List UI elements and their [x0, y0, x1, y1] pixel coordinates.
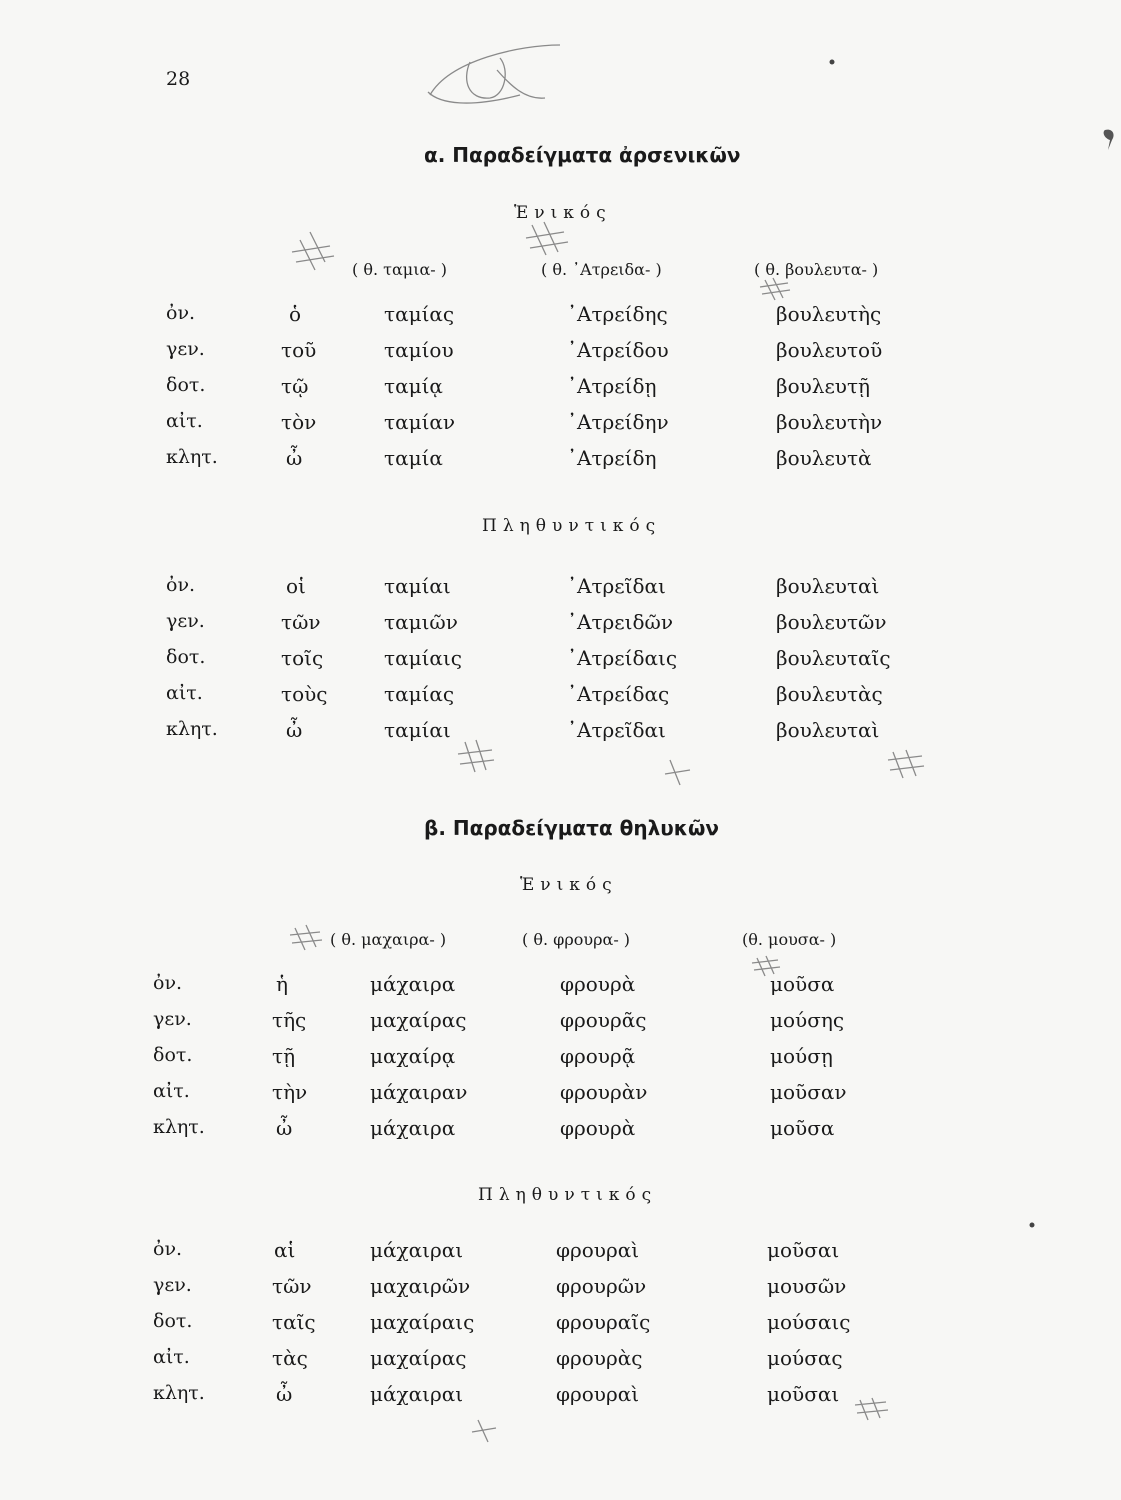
word-form: βουλευτῶν	[776, 610, 887, 634]
word-form: μάχαιρα	[370, 1116, 456, 1140]
section-a-singular-label: Ἑνικός	[514, 203, 612, 223]
word-form: βουλευταὶ	[776, 718, 880, 742]
word-form: φρουρᾷ	[560, 1044, 636, 1068]
word-form: βουλευτοῦ	[776, 338, 883, 362]
section-b-title: β. Παραδείγματα θηλυκῶν	[424, 816, 719, 840]
case-label: γεν.	[153, 1008, 192, 1030]
word-form: μάχαιραι	[370, 1382, 464, 1406]
word-form: μαχαίραις	[370, 1310, 475, 1334]
word-form: ταμίαν	[384, 410, 456, 434]
case-label: γεν.	[153, 1274, 192, 1296]
hash-mark	[458, 740, 494, 772]
case-label: ὀν.	[166, 302, 196, 324]
article: οἱ	[286, 574, 306, 598]
case-label: δοτ.	[166, 374, 206, 396]
article: τοῖς	[281, 646, 324, 670]
section-b-singular-label: Ἑνικός	[520, 875, 618, 895]
word-form: μούσῃ	[770, 1044, 833, 1068]
word-form: ταμίαις	[384, 646, 462, 670]
word-form: βουλευτῇ	[776, 374, 871, 398]
article: αἱ	[274, 1238, 296, 1262]
word-form: μοῦσαι	[767, 1238, 840, 1262]
case-label: ὀν.	[166, 574, 196, 596]
word-form: μάχαιρα	[370, 972, 456, 996]
word-form: φρουρὰν	[560, 1080, 648, 1104]
section-a-title: α. Παραδείγματα ἀρσενικῶν	[424, 143, 741, 167]
word-form: φρουρᾶς	[560, 1008, 647, 1032]
word-form: ᾿Ατρείδου	[567, 338, 669, 362]
word-form: φρουραὶ	[556, 1382, 640, 1406]
word-form: βουλευτὴς	[776, 302, 882, 326]
word-form: φρουρὰ	[560, 972, 636, 996]
word-form: ταμίου	[384, 338, 454, 362]
theme-label: ( θ. ταμια- )	[352, 260, 447, 279]
theme-label: ( θ. μαχαιρα- )	[330, 930, 447, 949]
case-label: ὀν.	[153, 972, 183, 994]
word-form: ᾿Ατρείδαις	[567, 646, 678, 670]
case-label: γεν.	[166, 338, 205, 360]
case-label: δοτ.	[166, 646, 206, 668]
word-form: ταμίαι	[384, 574, 451, 598]
case-label: αἰτ.	[153, 1346, 190, 1368]
word-form: βουλευτὰ	[776, 446, 872, 470]
word-form: ᾿Ατρείδας	[567, 682, 670, 706]
article: ἡ	[276, 972, 288, 996]
hash-mark	[290, 925, 322, 950]
word-form: φρουρῶν	[556, 1274, 647, 1298]
word-form: μάχαιραν	[370, 1080, 468, 1104]
word-form: μαχαίρᾳ	[370, 1044, 456, 1068]
article: τὴν	[272, 1080, 308, 1104]
article: τῶν	[281, 610, 321, 634]
case-label: ὀν.	[153, 1238, 183, 1260]
word-form: μούσας	[767, 1346, 843, 1370]
case-label: αἰτ.	[166, 410, 203, 432]
page-number: 28	[166, 68, 191, 90]
word-form: μαχαίρας	[370, 1008, 467, 1032]
word-form: μοῦσαι	[767, 1382, 840, 1406]
article: ταῖς	[272, 1310, 316, 1334]
word-form: ᾿Ατρείδης	[567, 302, 668, 326]
word-form: μουσῶν	[767, 1274, 847, 1298]
article: ὦ	[276, 1382, 293, 1406]
word-form: μαχαιρῶν	[370, 1274, 471, 1298]
word-form: ταμίας	[384, 682, 455, 706]
theme-label: ( θ. φρουρα- )	[522, 930, 631, 949]
case-label: δοτ.	[153, 1044, 193, 1066]
word-form: φρουραὶ	[556, 1238, 640, 1262]
word-form: ταμία	[384, 446, 443, 470]
case-label: κλητ.	[153, 1116, 205, 1138]
hash-mark	[665, 760, 690, 785]
case-label: δοτ.	[153, 1310, 193, 1332]
word-form: ᾿Ατρεῖδαι	[567, 718, 666, 742]
theme-label: ( θ. ᾿Ατρειδα- )	[541, 260, 662, 279]
section-a-plural-label: Πληθυντικός	[482, 516, 662, 536]
article: τοὺς	[281, 682, 328, 706]
case-label: κλητ.	[153, 1382, 205, 1404]
word-form: ταμίᾳ	[384, 374, 443, 398]
hash-mark	[472, 1420, 496, 1442]
word-form: βουλευταῖς	[776, 646, 891, 670]
case-label: κλητ.	[166, 718, 218, 740]
theme-label: (θ. μουσα- )	[742, 930, 837, 949]
article: τῶν	[272, 1274, 312, 1298]
word-form: μάχαιραι	[370, 1238, 464, 1262]
article: τὸν	[281, 410, 317, 434]
word-form: ᾿Ατρείδην	[567, 410, 669, 434]
word-form: ᾿Ατρεῖδαι	[567, 574, 666, 598]
case-label: αἰτ.	[153, 1080, 190, 1102]
word-form: μοῦσα	[770, 972, 835, 996]
article: τοῦ	[281, 338, 317, 362]
word-form: μαχαίρας	[370, 1346, 467, 1370]
word-form: μοῦσα	[770, 1116, 835, 1140]
article: ὦ	[286, 718, 303, 742]
word-form: φρουραῖς	[556, 1310, 651, 1334]
word-form: ταμίας	[384, 302, 455, 326]
article: τῇ	[272, 1044, 296, 1068]
hash-mark	[292, 232, 334, 270]
case-label: αἰτ.	[166, 682, 203, 704]
hash-mark	[760, 278, 790, 300]
article: τὰς	[272, 1346, 308, 1370]
article: ὦ	[276, 1116, 293, 1140]
word-form: μούσαις	[767, 1310, 851, 1334]
signature-scribble	[428, 45, 560, 103]
word-form: ταμιῶν	[384, 610, 458, 634]
word-form: βουλευτὰς	[776, 682, 883, 706]
word-form: φρουρὰς	[556, 1346, 643, 1370]
word-form: βουλευτὴν	[776, 410, 883, 434]
section-b-plural-label: Πληθυντικός	[478, 1185, 658, 1205]
case-label: κλητ.	[166, 446, 218, 468]
hash-mark	[888, 750, 924, 778]
margin-smudge	[1104, 130, 1114, 150]
word-form: ᾿Ατρειδῶν	[567, 610, 673, 634]
word-form: μούσης	[770, 1008, 845, 1032]
word-form: βουλευταὶ	[776, 574, 880, 598]
word-form: ταμίαι	[384, 718, 451, 742]
article: τῷ	[281, 374, 309, 398]
article: ὁ	[289, 302, 302, 326]
hash-mark	[526, 222, 568, 255]
word-form: ᾿Ατρείδη	[567, 446, 657, 470]
theme-label: ( θ. βουλευτα- )	[754, 260, 879, 279]
hash-mark	[855, 1398, 888, 1420]
case-label: γεν.	[166, 610, 205, 632]
word-form: φρουρὰ	[560, 1116, 636, 1140]
article: τῆς	[272, 1008, 307, 1032]
article: ὦ	[286, 446, 303, 470]
word-form: μοῦσαν	[770, 1080, 847, 1104]
word-form: ᾿Ατρείδῃ	[567, 374, 657, 398]
